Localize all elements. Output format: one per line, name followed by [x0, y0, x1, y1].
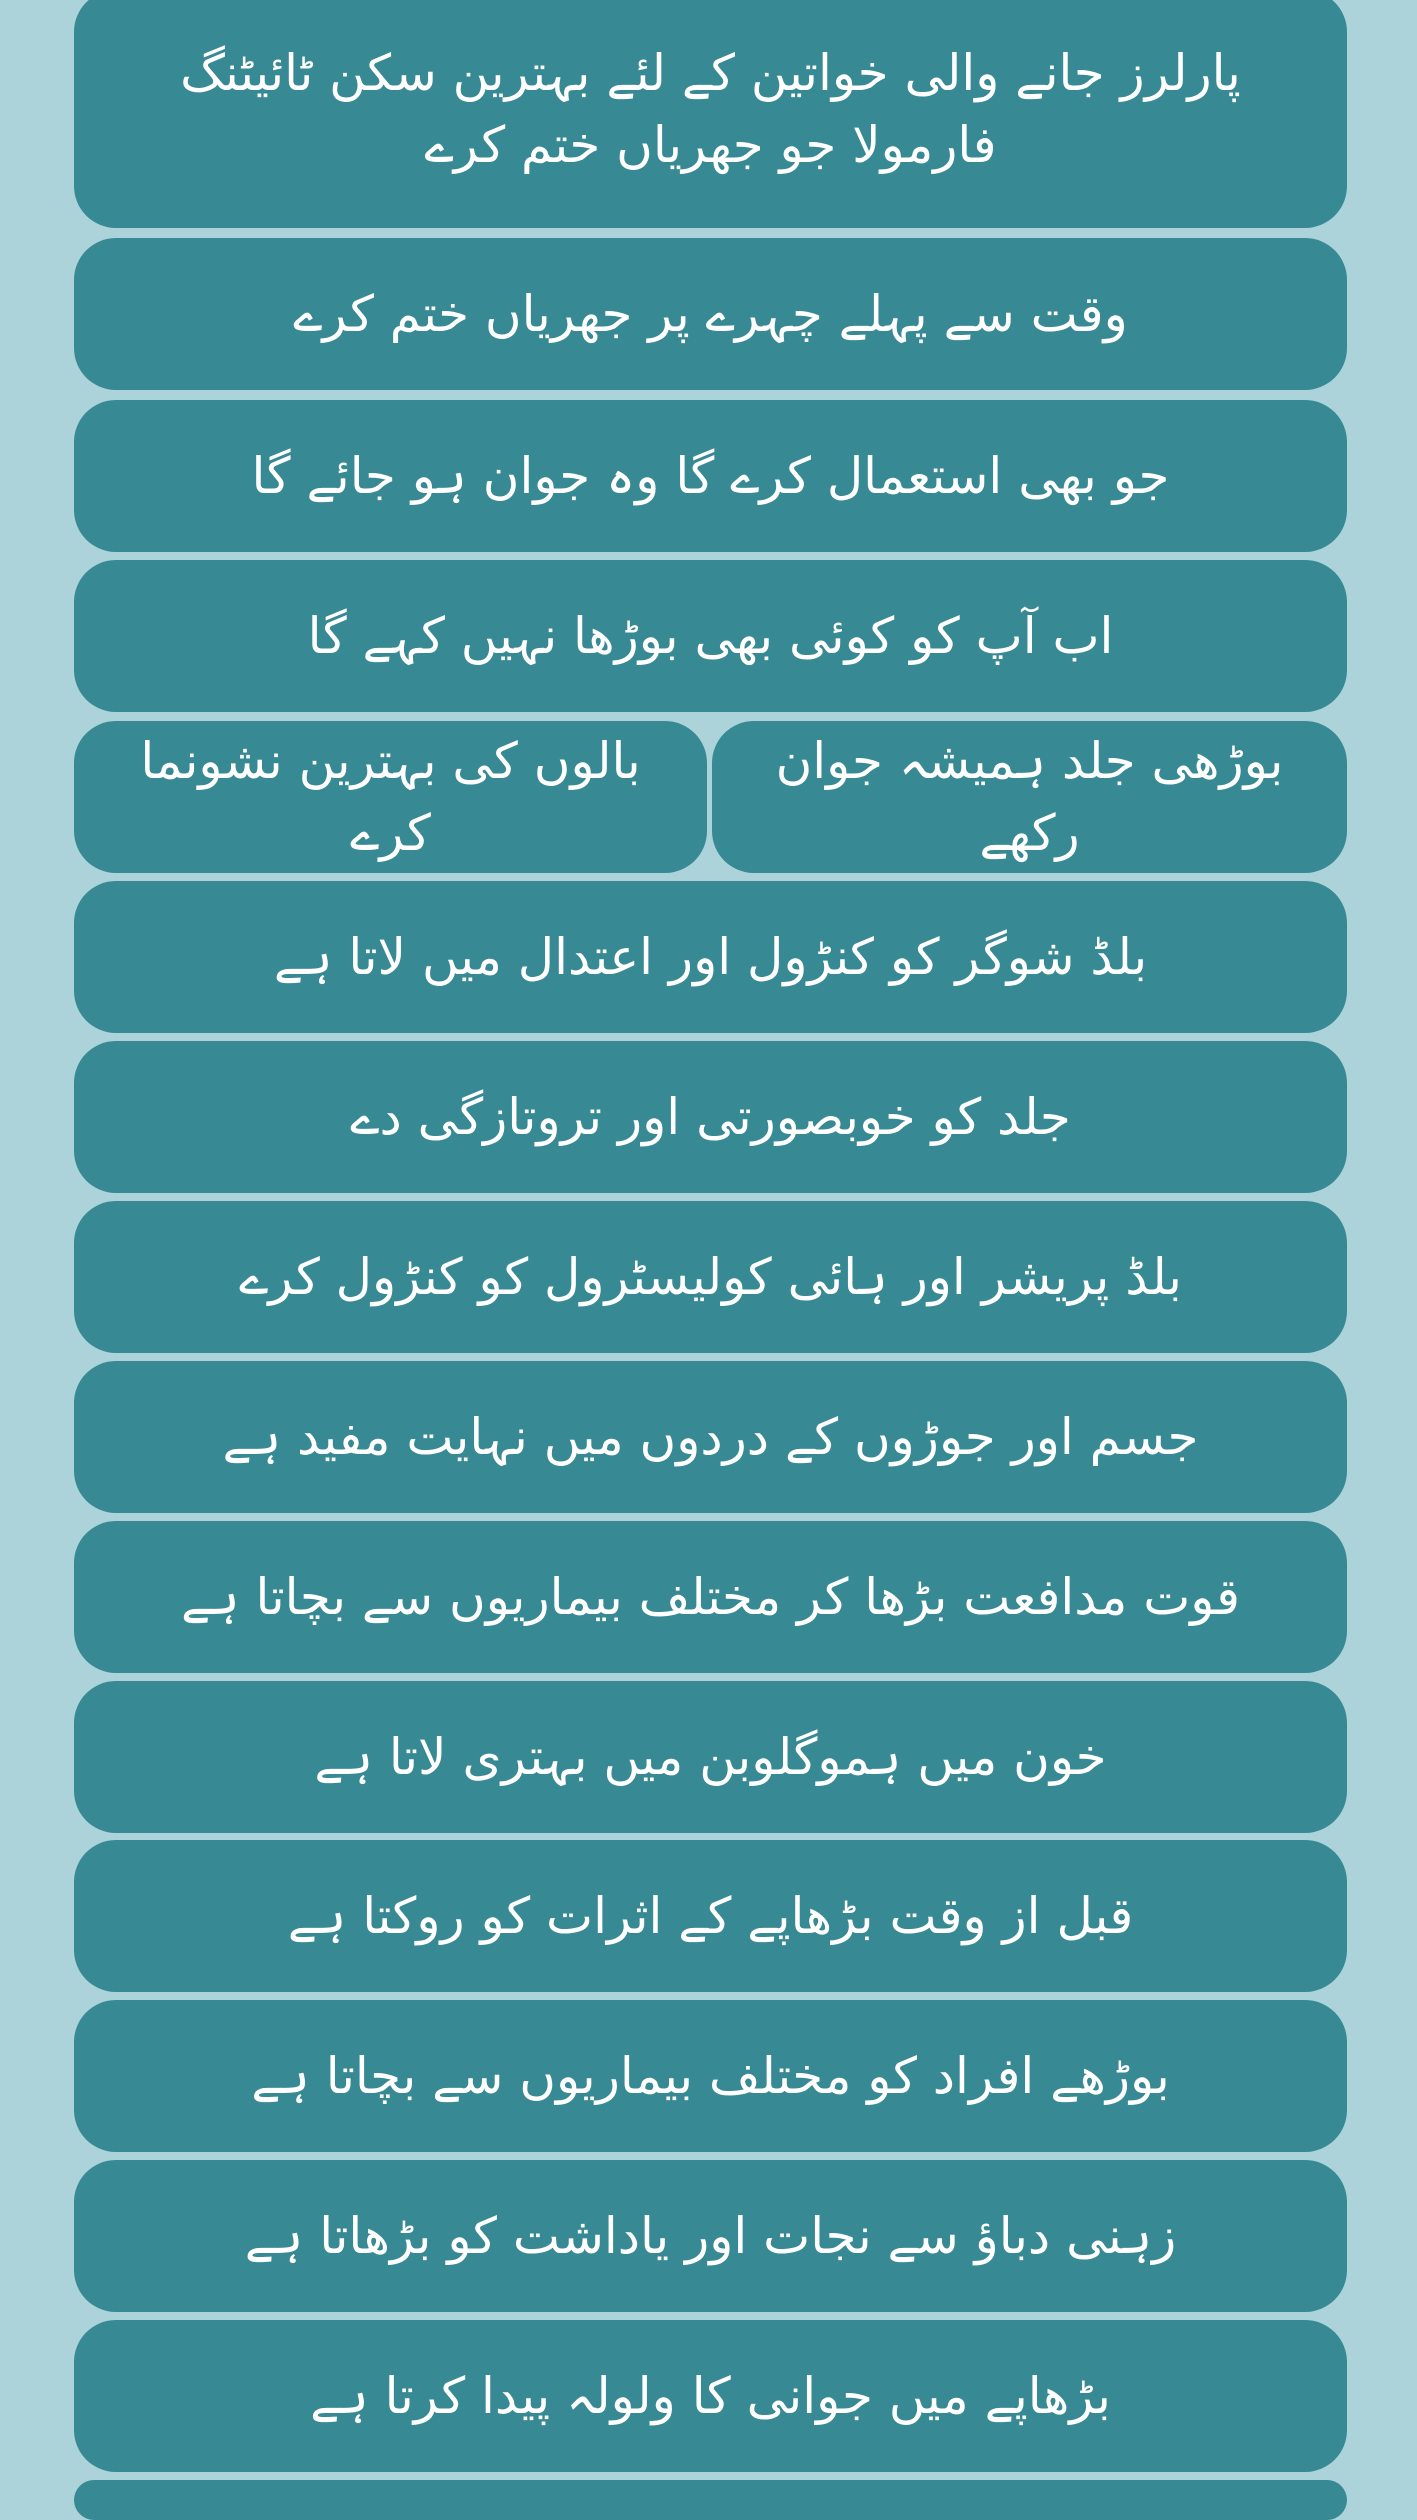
card-immunity — [74, 1521, 1347, 1673]
card-blood-pressure-cholesterol — [74, 1201, 1347, 1353]
card-text: پارلرز جانے والی خواتین کے لئے بہترین سکن ٹائیٹنگ فارمولا جو جھریاں ختم کرے — [180, 43, 1241, 174]
card-text: قوت مدافعت بڑھا کر مختلف بیماریوں سے بچاتا ہے — [180, 1567, 1241, 1626]
card-text: بڑھاپے میں جوانی کا ولولہ پیدا کرتا ہے — [310, 2366, 1111, 2425]
card-text: بوڑھی جلد ہمیشہ جوان رکھے — [775, 731, 1284, 862]
card-youthful-use — [74, 400, 1347, 552]
card-text: اب آپ کو کوئی بھی بوڑھا نہیں کہے گا — [307, 606, 1114, 665]
card-elderly-protection — [74, 2000, 1347, 2152]
card-early-wrinkles — [74, 238, 1347, 390]
card-youthful-zest — [74, 2320, 1347, 2472]
card-hemoglobin — [74, 1681, 1347, 1833]
card-skin-tightening-formula — [74, 0, 1347, 228]
card-blood-sugar — [74, 881, 1347, 1033]
card-text: بالوں کی بہترین نشونما کرے — [140, 731, 641, 862]
card-partial-bottom — [74, 2480, 1347, 2520]
card-text: بلڈ شوگر کو کنڑول اور اعتدال میں لاتا ہے — [273, 927, 1148, 986]
card-text: بلڈ پریشر اور ہائی کولیسٹرول کو کنڑول کرے — [239, 1247, 1182, 1306]
card-young-skin — [712, 721, 1347, 873]
card-text: جلد کو خوبصورتی اور تروتازگی دے — [350, 1087, 1071, 1146]
card-skin-freshness — [74, 1041, 1347, 1193]
card-premature-aging — [74, 1840, 1347, 1992]
card-text: جسم اور جوڑوں کے دردوں میں نہایت مفید ہے — [222, 1407, 1199, 1466]
card-text: زہنی دباؤ سے نجات اور یاداشت کو بڑھاتا ہے — [244, 2206, 1177, 2265]
card-text: جو بھی استعمال کرے گا وہ جوان ہو جائے گا — [251, 446, 1170, 505]
card-text: قبل از وقت بڑھاپے کے اثرات کو روکتا ہے — [287, 1886, 1134, 1945]
card-no-one-calls-old — [74, 560, 1347, 712]
card-text: وقت سے پہلے چہرے پر جھریاں ختم کرے — [293, 284, 1128, 343]
card-text: بوڑھے افراد کو مختلف بیماریوں سے بچاتا ہے — [251, 2046, 1170, 2105]
card-stress-memory — [74, 2160, 1347, 2312]
card-hair-growth — [74, 721, 707, 873]
card-text: خون میں ہموگلوبن میں بہتری لاتا ہے — [314, 1727, 1107, 1786]
card-joint-pain — [74, 1361, 1347, 1513]
